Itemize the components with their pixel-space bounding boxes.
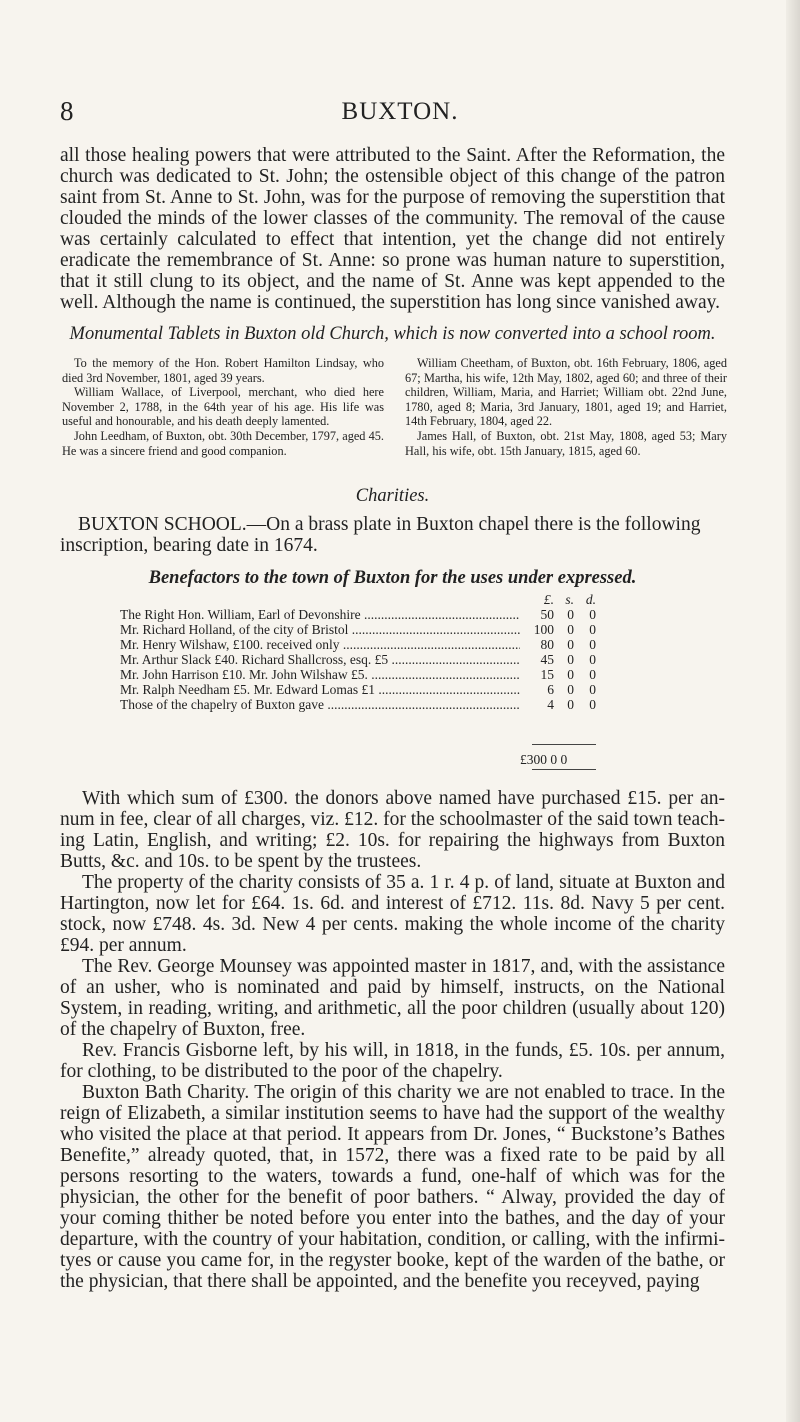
amount-shillings: 0	[556, 637, 574, 652]
amount-pounds: 50	[520, 607, 554, 622]
amount-pence: 0	[578, 652, 596, 667]
benefactor-name: Those of the chapelry of Buxton gave .....	[120, 697, 540, 712]
amount-pounds: 4	[520, 697, 554, 712]
monument-entry: William Cheetham, of Buxton, obt. 16th February, 1806, aged 67; Martha, his wife, 12th May, 1802, aged 60; and three of their children, William, Maria, and Harriet; William obt. 22nd June, 1780, aged 8; Maria, 3rd January, 1801, aged 19; and Harriet, 14th February, 1804, aged 22.	[405, 356, 727, 429]
monuments-title: Monumental Tablets in Buxton old Church, which is now converted into a school room.	[69, 324, 716, 344]
master-paragraph: The Rev. George Mounsey was appointed master in 1817, and, with the assistance of an usher, who is nominated and paid by himself, instructs, on the National System, in reading, writing, and arithmetic, all the poor children (usually about 120) of the chapelry of Buxton, free.	[60, 956, 725, 1040]
amount-pounds: 45	[520, 652, 554, 667]
page-number: 8	[60, 96, 74, 126]
purchase-paragraph: With which sum of £300. the donors above named have purchased £15. per annum in fee, clear of all charges, viz. £12. for the schoolmaster of the said town teaching Latin, English, and writing; £2. 10s. for repairing the highways from Buxton Butts, &c. and 10s. to be spent by the trustees.	[60, 788, 725, 872]
monuments-right-column	[405, 356, 727, 458]
amount-shillings: 0	[556, 652, 574, 667]
page-edge-shadow	[786, 0, 800, 1422]
amount-shillings: 0	[556, 667, 574, 682]
amount-pence: 0	[578, 667, 596, 682]
amount-shillings: 0	[556, 682, 574, 697]
ledger-row	[120, 637, 710, 652]
amount-pence: 0	[578, 697, 596, 712]
benefactor-name: Mr. John Harrison £10. Mr. John Wilshaw £5. .....	[120, 667, 540, 682]
ledger-row	[120, 622, 710, 637]
ledger-row	[120, 682, 710, 697]
amount-pence: 0	[578, 622, 596, 637]
total-underline	[532, 769, 596, 770]
charities-title: Charities.	[355, 486, 430, 506]
bath-charity-paragraph: Buxton Bath Charity. The origin of this charity we are not enabled to trace. In the reign of Elizabeth, a similar institution seems to have had the support of the wealthy who visited the place at that period. It appears from Dr. Jones, “ Buckstone’s Bathes Benefite,” already quoted, that, in 1572, there was a fixed rate to be paid by all persons resorting to the waters, towards a fund, one-half of which was for the physician, the other for the benefit of poor bathers. “ Alway, provided the day of your coming thither be noted before you enter into the bathes, and the day of your departure, with the country of your habitation, condition, or calling, with the infirmityes or cause you came for, in the regyster booke, kept of the warden of the bathe, or the physician, that there shall be appointed, and the benefite you receyved, paying	[60, 1082, 725, 1292]
ledger-row	[120, 607, 710, 622]
amount-shillings: 0	[556, 622, 574, 637]
monument-entry: James Hall, of Buxton, obt. 21st May, 1808, aged 53; Mary Hall, his wife, obt. 15th January, 1815, aged 60.	[405, 428, 727, 458]
monument-entry: John Leedham, of Buxton, obt. 30th December, 1797, aged 45. He was a sincere friend and good companion.	[62, 428, 384, 458]
amount-pence: 0	[578, 607, 596, 622]
gisborne-paragraph: Rev. Francis Gisborne left, by his will, in 1818, in the funds, £5. 10s. per annum, for clothing, to be distributed to the poor of the chapelry.	[60, 1040, 725, 1082]
amount-pounds: 100	[520, 622, 554, 637]
benefactors-ledger	[120, 592, 710, 767]
amount-pence: 0	[578, 682, 596, 697]
page-header	[0, 96, 800, 126]
ledger-header-row	[120, 592, 710, 607]
monument-entry: To the memory of the Hon. Robert Hamilton Lindsay, who died 3rd November, 1801, aged 39 years.	[62, 356, 384, 385]
benefactor-name: Mr. Henry Wilshaw, £100. received only .....	[120, 637, 540, 652]
intro-paragraph: all those healing powers that were attributed to the Saint. After the Reformation, the church was dedicated to St. John; the ostensible object of this change of the patron saint from St. Anne to St. John, was for the purpose of removing the superstition that clouded the minds of the lower classes of the community. The removal of the cause was certainly calculated to effect that intention, yet the change did not entirely eradicate the remembrance of St. Anne: so prone was human nature to superstition, that it still clung to its object, and the name of St. Anne was kept appended to the well. Although the name is continued, the superstition has long since vanished away.	[60, 145, 725, 313]
benefactors-title: Benefactors to the town of Buxton for the uses under expressed.	[148, 568, 637, 588]
ledger-row	[120, 652, 710, 667]
property-paragraph: The property of the charity consists of 35 a. 1 r. 4 p. of land, situate at Buxton and Hartington, now let for £64. 1s. 6d. and interest of £712. 11s. 8d. Navy 5 per cent. stock, now £748. 4s. 3d. New 4 per cents. making the whole income of the charity £94. per annum.	[60, 872, 725, 956]
benefactor-name: Mr. Arthur Slack £40. Richard Shallcross, esq. £5 .....	[120, 652, 540, 667]
amount-pounds: 15	[520, 667, 554, 682]
amount-shillings: 0	[556, 607, 574, 622]
benefactor-name: Mr. Ralph Needham £5. Mr. Edward Lomas £1 .....	[120, 682, 540, 697]
amount-pence: 0	[578, 637, 596, 652]
running-head: BUXTON.	[341, 98, 459, 125]
col-pounds-header: £.	[520, 592, 554, 607]
ledger-total: £300 0 0	[520, 752, 568, 767]
amount-shillings: 0	[556, 697, 574, 712]
ledger-row	[120, 697, 710, 712]
closing-text	[60, 788, 725, 1292]
monuments-left-column	[62, 356, 384, 458]
ledger-row	[120, 667, 710, 682]
monument-entry: William Wallace, of Liverpool, merchant, who died here November 2, 1788, in the 64th year of his age. His life was useful and honourable, and his death deeply lamented.	[62, 385, 384, 429]
school-paragraph: BUXTON SCHOOL.—On a brass plate in Buxton chapel there is the following inscription, bearing date in 1674.	[60, 514, 701, 556]
amount-pounds: 6	[520, 682, 554, 697]
benefactor-name: The Right Hon. William, Earl of Devonshire .....	[120, 607, 540, 622]
benefactor-name: Mr. Richard Holland, of the city of Bristol .....	[120, 622, 540, 637]
amount-pounds: 80	[520, 637, 554, 652]
col-shillings-header: s.	[556, 592, 574, 607]
col-pence-header: d.	[578, 592, 596, 607]
total-rule	[532, 744, 596, 745]
